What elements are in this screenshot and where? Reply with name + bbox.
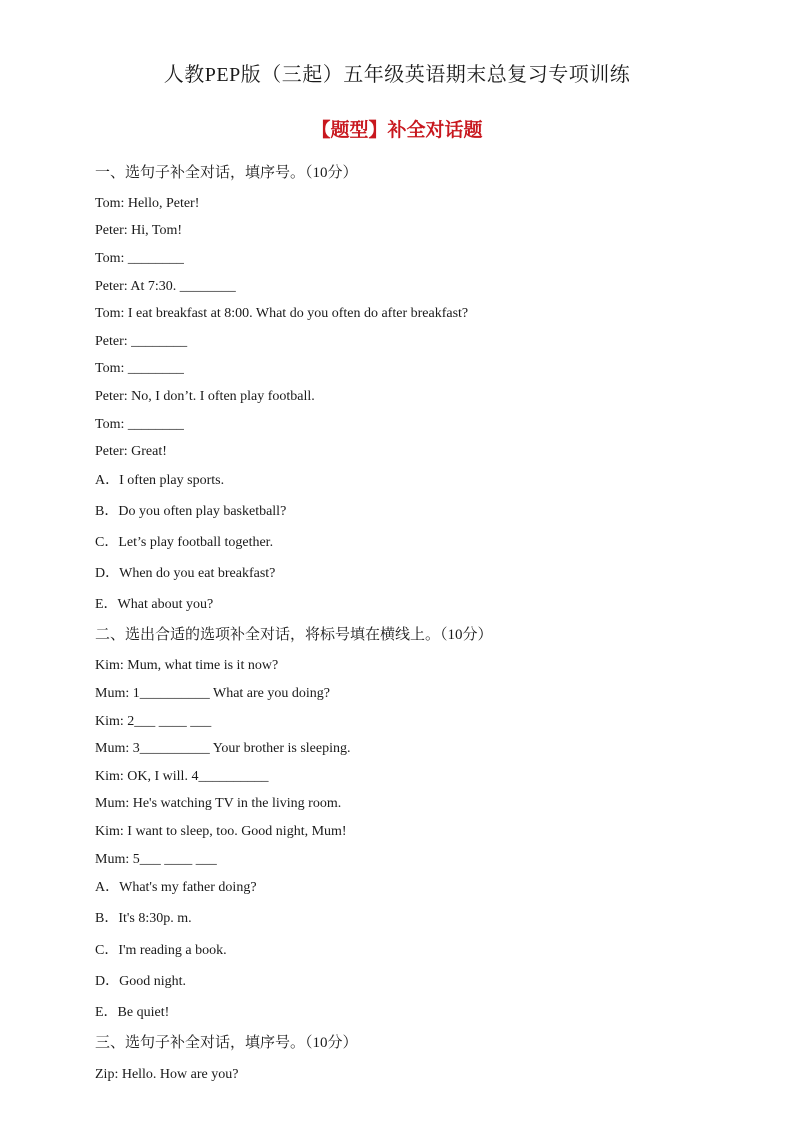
option-e: E．What about you? [95,597,214,612]
dialogue-line: Peter: Hi, Tom! [95,223,183,238]
dialogue-line: Peter: No, I don’t. I often play football. [95,389,315,404]
section-1-heading: 一、选句子补全对话，填序号。（10分） [95,165,358,181]
dialogue-line: Mum: He's watching TV in the living room. [95,796,342,811]
option-c: C．Let’s play football together. [95,535,274,550]
dialogue-line: Tom: I eat breakfast at 8:00. What do you often do after breakfast? [95,306,469,321]
dialogue-line: Kim: 2___ ____ ___ [95,714,212,729]
option-b: B．Do you often play basketball? [95,504,287,519]
option-a: A．What's my father doing? [95,880,257,895]
section-2-heading: 二、选出合适的选项补全对话，将标号填在横线上。（10分） [95,627,493,643]
dialogue-line: Kim: Mum, what time is it now? [95,658,279,673]
dialogue-line: Mum: 1__________ What are you doing? [95,686,330,701]
dialogue-line: Peter: Great! [95,444,167,459]
dialogue-line: Mum: 5___ ____ ___ [95,852,217,867]
dialogue-line: Zip: Hello. How are you? [95,1067,239,1082]
dialogue-line: Kim: OK, I will. 4__________ [95,769,269,784]
section-3-heading: 三、选句子补全对话，填序号。（10分） [95,1035,358,1051]
option-d: D．Good night. [95,974,186,989]
dialogue-line: Tom: ________ [95,361,184,376]
dialogue-line: Kim: I want to sleep, too. Good night, Mum! [95,824,347,839]
option-d: D．When do you eat breakfast? [95,566,276,581]
option-e: E．Be quiet! [95,1005,170,1020]
dialogue-line: Tom: Hello, Peter! [95,196,200,211]
dialogue-line: Tom: ________ [95,417,184,432]
dialogue-line: Tom: ________ [95,251,184,266]
option-c: C．I'm reading a book. [95,943,227,958]
option-b: B．It's 8:30p. m. [95,911,192,926]
dialogue-line: Mum: 3__________ Your brother is sleeping. [95,741,351,756]
dialogue-line: Peter: ________ [95,334,188,349]
question-type-subtitle: 【题型】补全对话题 [311,119,483,141]
option-a: A．I often play sports. [95,473,225,488]
dialogue-line: Peter: At 7:30. ________ [95,279,236,294]
page-title: 人教PEP版（三起）五年级英语期末总复习专项训练 [163,64,631,86]
